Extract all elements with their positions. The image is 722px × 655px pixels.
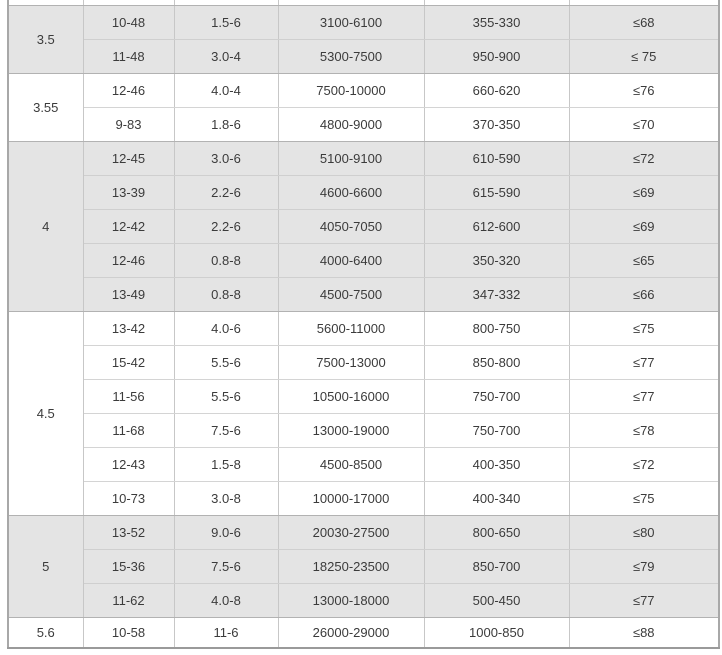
table-cell: 350-320 [424, 243, 569, 277]
table-cell: 800-650 [424, 515, 569, 549]
table-cell: 10000-17000 [278, 481, 424, 515]
table-cell: 610-590 [424, 141, 569, 175]
table-cell: 2.2-6 [174, 209, 278, 243]
table-row [8, 447, 719, 481]
table-cell: 370-350 [424, 107, 569, 141]
table-cell: 1.5-8 [174, 447, 278, 481]
table-cell: ≤88 [569, 617, 719, 648]
table-cell: 1.8-6 [174, 107, 278, 141]
table-cell: 11-6 [174, 617, 278, 648]
table-cell: 615-590 [424, 175, 569, 209]
table-cell: 10-48 [83, 5, 174, 39]
table-row [8, 379, 719, 413]
table-cell: 4.0-6 [174, 311, 278, 345]
table-cell: ≤72 [569, 447, 719, 481]
table-row [8, 209, 719, 243]
table-cell: 15-42 [83, 345, 174, 379]
table-cell: 4800-9000 [278, 107, 424, 141]
table-cell: 4600-6600 [278, 175, 424, 209]
table-cell: 26000-29000 [278, 617, 424, 648]
table-cell: 11-68 [83, 413, 174, 447]
table-cell: 7.5-6 [174, 549, 278, 583]
table-row [8, 617, 719, 648]
table-cell: 347-332 [424, 277, 569, 311]
table-cell: 13-42 [83, 311, 174, 345]
table-cell: 7.5-6 [174, 413, 278, 447]
table-row [8, 413, 719, 447]
table-cell: 13-49 [83, 277, 174, 311]
table-cell: 400-340 [424, 481, 569, 515]
table-cell: 3.0-4 [174, 39, 278, 73]
table-cell: 660-620 [424, 73, 569, 107]
table-cell: 13-52 [83, 515, 174, 549]
table-cell: 4500-8500 [278, 447, 424, 481]
table-row [8, 39, 719, 73]
table-cell: ≤70 [569, 107, 719, 141]
table-cell: 0.8-8 [174, 243, 278, 277]
table-cell: ≤69 [569, 209, 719, 243]
group-cell: 4 [8, 141, 83, 311]
table-cell: 850-800 [424, 345, 569, 379]
group-cell: 5.6 [8, 617, 83, 648]
table-cell: 800-750 [424, 311, 569, 345]
table-row [8, 277, 719, 311]
table-cell: 850-700 [424, 549, 569, 583]
table-cell: 1.5-6 [174, 5, 278, 39]
table-cell: ≤65 [569, 243, 719, 277]
table-row [8, 311, 719, 345]
table-cell: ≤72 [569, 141, 719, 175]
table-cell: ≤77 [569, 379, 719, 413]
group-cell: 3.5 [8, 5, 83, 73]
table-cell: 13000-18000 [278, 583, 424, 617]
table-cell: 7500-13000 [278, 345, 424, 379]
group-cell: 5 [8, 515, 83, 617]
table-cell: 18250-23500 [278, 549, 424, 583]
table-row [8, 243, 719, 277]
table-cell: 3100-6100 [278, 5, 424, 39]
table-cell: 3.0-8 [174, 481, 278, 515]
table-cell: 4500-7500 [278, 277, 424, 311]
table-cell: 11-56 [83, 379, 174, 413]
table-cell: 4.0-4 [174, 73, 278, 107]
table-cell: ≤ 75 [569, 39, 719, 73]
table-cell: 4000-6400 [278, 243, 424, 277]
table-cell: 20030-27500 [278, 515, 424, 549]
table-cell: 12-45 [83, 141, 174, 175]
table-cell: ≤69 [569, 175, 719, 209]
table-row [8, 107, 719, 141]
table-cell: ≤68 [569, 5, 719, 39]
table-cell: 12-46 [83, 73, 174, 107]
table-cell: 13-39 [83, 175, 174, 209]
table-cell: 12-46 [83, 243, 174, 277]
table-cell: 9.0-6 [174, 515, 278, 549]
table-cell: 10-73 [83, 481, 174, 515]
table-cell: 355-330 [424, 5, 569, 39]
table-cell: 9-83 [83, 107, 174, 141]
table-cell: ≤80 [569, 515, 719, 549]
table-cell: 11-48 [83, 39, 174, 73]
table-row [8, 73, 719, 107]
table-cell: ≤76 [569, 73, 719, 107]
table-cell: 5300-7500 [278, 39, 424, 73]
table-cell: ≤79 [569, 549, 719, 583]
table-cell: ≤75 [569, 311, 719, 345]
table-cell: 950-900 [424, 39, 569, 73]
table-cell: ≤77 [569, 583, 719, 617]
table-cell: 750-700 [424, 379, 569, 413]
table-row [8, 141, 719, 175]
table-cell: 4050-7050 [278, 209, 424, 243]
table-cell: 5600-11000 [278, 311, 424, 345]
table-cell: ≤75 [569, 481, 719, 515]
table-cell: 400-350 [424, 447, 569, 481]
table-row [8, 515, 719, 549]
table-cell: ≤66 [569, 277, 719, 311]
table-row [8, 345, 719, 379]
table-cell: 4.0-8 [174, 583, 278, 617]
group-cell: 4.5 [8, 311, 83, 515]
table-cell: 750-700 [424, 413, 569, 447]
table-cell: 10500-16000 [278, 379, 424, 413]
group-cell: 3.55 [8, 73, 83, 141]
table-cell: 2.2-6 [174, 175, 278, 209]
table-row [8, 175, 719, 209]
table-cell: 5.5-6 [174, 345, 278, 379]
table-row [8, 549, 719, 583]
table-cell: 7500-10000 [278, 73, 424, 107]
table-cell: 12-42 [83, 209, 174, 243]
table-cell: 5.5-6 [174, 379, 278, 413]
table-cell: ≤77 [569, 345, 719, 379]
table-cell: 12-43 [83, 447, 174, 481]
table-row [8, 583, 719, 617]
table-cell: 13000-19000 [278, 413, 424, 447]
table-cell: 612-600 [424, 209, 569, 243]
table-cell: 10-58 [83, 617, 174, 648]
table-cell: ≤78 [569, 413, 719, 447]
table-row [8, 481, 719, 515]
table-cell: 11-62 [83, 583, 174, 617]
table-cell: 500-450 [424, 583, 569, 617]
table-cell: 1000-850 [424, 617, 569, 648]
table-cell: 5100-9100 [278, 141, 424, 175]
table-cell: 0.8-8 [174, 277, 278, 311]
table-row [8, 5, 719, 39]
table-cell: 15-36 [83, 549, 174, 583]
table-cell: 3.0-6 [174, 141, 278, 175]
spec-table [7, 0, 720, 649]
